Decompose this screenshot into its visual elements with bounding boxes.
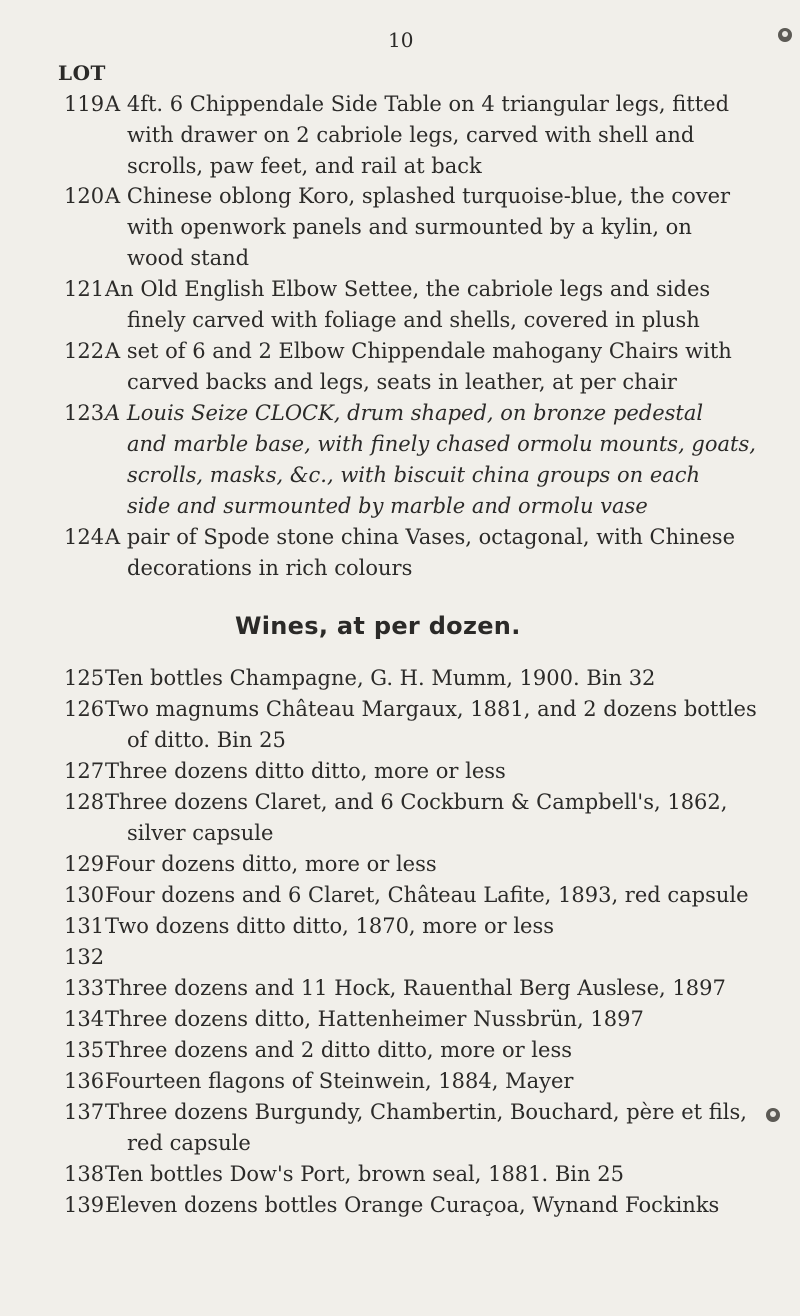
lot-description-line: Three dozens ditto, Hattenheimer Nussbrün, 1897 — [105, 1007, 644, 1031]
lot-description-line: Fourteen flagons of Steinwein, 1884, Mayer — [105, 1069, 574, 1093]
lot-number: 126 — [64, 697, 105, 721]
lot-description — [105, 522, 765, 584]
lot-number: 138 — [64, 1162, 105, 1186]
lot-description — [105, 274, 765, 336]
lot-number: 133 — [64, 976, 105, 1000]
lot-description-line: Two dozens ditto ditto, 1870, more or less — [105, 914, 555, 938]
lot-description — [105, 181, 765, 274]
section-heading-wines: Wines, at per dozen. — [235, 612, 521, 640]
lot-description-line: A set of 6 and 2 Elbow Chippendale mahogany Chairs with — [105, 339, 732, 363]
lot-number: 139 — [64, 1193, 105, 1217]
lot-number: 128 — [64, 790, 105, 814]
lot-description-line: with openwork panels and surmounted by a kylin, on — [127, 215, 692, 239]
lot-description — [105, 1190, 765, 1221]
lot-description — [105, 336, 765, 398]
lot-number: 122 — [64, 339, 105, 363]
lot-number: 137 — [64, 1100, 105, 1124]
lot-number: 124 — [64, 525, 105, 549]
lot-number: 132 — [64, 945, 105, 969]
lot-description-line: side and surmounted by marble and ormolu vase — [127, 494, 648, 518]
lot-description — [105, 849, 765, 880]
lot-description-line: with drawer on 2 cabriole legs, carved with shell and — [127, 123, 695, 147]
lot-description — [105, 787, 765, 849]
lot-description-line: Four dozens ditto, more or less — [105, 852, 437, 876]
lot-number: 119 — [64, 92, 105, 116]
lot-number: 125 — [64, 666, 105, 690]
binding-hole-icon — [778, 28, 792, 42]
lot-description-line: scrolls, paw feet, and rail at back — [127, 154, 482, 178]
lot-description-line: Ten bottles Dow's Port, brown seal, 1881. Bin 25 — [105, 1162, 624, 1186]
lot-number: 130 — [64, 883, 105, 907]
lot-number: 131 — [64, 914, 105, 938]
lot-description — [105, 89, 765, 182]
lot-column-header: LOT — [58, 61, 106, 85]
lot-description-line: silver capsule — [127, 821, 274, 845]
lot-description — [105, 756, 765, 787]
lot-description-line: carved backs and legs, seats in leather, at per chair — [127, 370, 677, 394]
lot-description-line: Three dozens Burgundy, Chambertin, Bouchard, père et fils, — [105, 1100, 747, 1124]
lot-description-line: Three dozens Claret, and 6 Cockburn & Campbell's, 1862, — [105, 790, 728, 814]
lot-description-line: Three dozens and 11 Hock, Rauenthal Berg Auslese, 1897 — [105, 976, 726, 1000]
lot-number: 121 — [64, 277, 105, 301]
page-number: 10 — [388, 28, 414, 52]
lot-description-line: An Old English Elbow Settee, the cabriole legs and sides — [105, 277, 711, 301]
lot-number: 127 — [64, 759, 105, 783]
lot-number: 136 — [64, 1069, 105, 1093]
lot-description — [105, 1035, 765, 1066]
lot-description-line: scrolls, masks, &c., with biscuit china groups on each — [127, 463, 701, 487]
lot-description-line: wood stand — [127, 246, 250, 270]
lot-description-line: Ten bottles Champagne, G. H. Mumm, 1900. Bin 32 — [105, 666, 656, 690]
lot-description — [105, 663, 765, 694]
lot-description-line: decorations in rich colours — [127, 556, 413, 580]
lot-description-line: Eleven dozens bottles Orange Curaçoa, Wynand Fockinks — [105, 1193, 720, 1217]
lot-number: 135 — [64, 1038, 105, 1062]
lot-description — [105, 1159, 765, 1190]
lot-description — [105, 1066, 765, 1097]
lot-description-line: Two magnums Château Margaux, 1881, and 2 dozens bottles — [105, 697, 757, 721]
lot-description — [105, 1004, 765, 1035]
lot-description-line: Four dozens and 6 Claret, Château Lafite, 1893, red capsule — [105, 883, 749, 907]
lot-number: 120 — [64, 184, 105, 208]
lot-description — [105, 911, 765, 942]
lot-description-line: red capsule — [127, 1131, 251, 1155]
lot-description-line: A pair of Spode stone china Vases, octagonal, with Chinese — [105, 525, 735, 549]
lot-description — [105, 880, 765, 911]
lot-description — [105, 973, 765, 1004]
lot-description — [105, 694, 765, 756]
binding-hole-icon — [766, 1108, 780, 1122]
lot-description — [105, 1097, 765, 1159]
lot-number: 123 — [64, 401, 105, 425]
lot-number: 129 — [64, 852, 105, 876]
lot-description-line: Three dozens and 2 ditto ditto, more or less — [105, 1038, 572, 1062]
lot-number: 134 — [64, 1007, 105, 1031]
lot-description-line: A 4ft. 6 Chippendale Side Table on 4 triangular legs, fitted — [105, 92, 730, 116]
lot-description-line: A Louis Seize CLOCK, drum shaped, on bronze pedestal — [105, 401, 704, 425]
lot-description-line: and marble base, with finely chased ormolu mounts, goats, — [127, 432, 756, 456]
lot-description-line: finely carved with foliage and shells, covered in plush — [127, 308, 700, 332]
lot-description-line: of ditto. Bin 25 — [127, 728, 286, 752]
lot-description — [105, 398, 765, 522]
lot-description-line: Three dozens ditto ditto, more or less — [105, 759, 506, 783]
lot-description-line: A Chinese oblong Koro, splashed turquoise-blue, the cover — [105, 184, 731, 208]
